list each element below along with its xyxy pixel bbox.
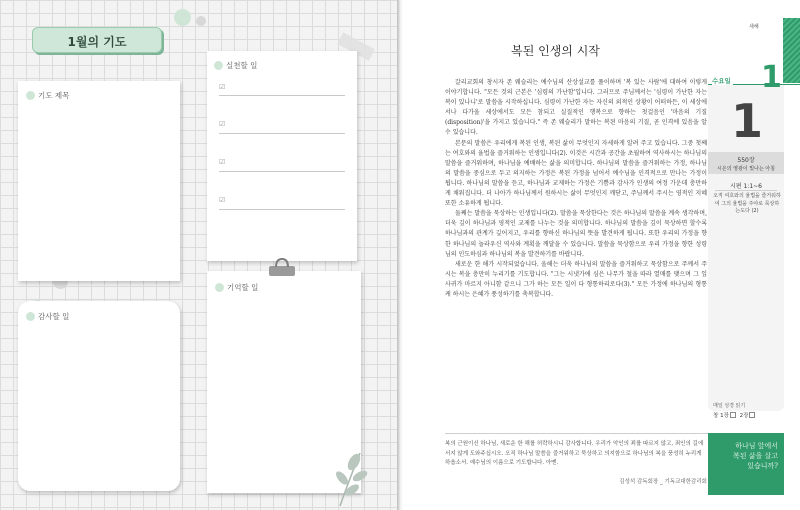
prayer-topic-label: 기도 제목 bbox=[26, 90, 69, 101]
bullet-dot-icon bbox=[215, 283, 224, 292]
checkbox-icon[interactable] bbox=[749, 412, 755, 418]
bullet-dot-icon bbox=[26, 312, 35, 321]
article-paragraph: 둘째는 말씀을 묵상하는 인생입니다(2). 말씀을 묵상한다는 것은 하나님의 말씀을 계속 생각하며, 더욱 깊이 하나님과 영적인 교제를 나누는 것을 의미합니다. 하나님의 말씀을 깊이 묵상하면 할수록 하나님과의 관계가 깊어지고, 우리를 향하신 하나님의 뜻을 발견하게 됩니다. 또한 우리의 가정을 향한 하나님의 놀라우신 역사와 계획을 깨달을 수 있습니다. 말씀을 묵상함으로 우리 가정을 향한 성령님의 인도하심과 하나님의 복을 발견하기를 바랍니다. bbox=[445, 210, 707, 258]
checkbox-icon[interactable] bbox=[730, 412, 736, 418]
reading-book: 창 bbox=[713, 413, 719, 419]
decor-dot bbox=[196, 16, 206, 26]
checkbox-icon[interactable]: ☑ bbox=[219, 120, 226, 128]
question-line: 복된 삶을 살고 bbox=[732, 452, 778, 460]
reading-plan-row bbox=[713, 411, 757, 419]
reading-chapter: 2장 bbox=[739, 413, 749, 419]
scripture-reference: 시편 1:1~6 bbox=[729, 183, 762, 190]
month-tab[interactable] bbox=[783, 18, 800, 83]
bullet-dot-icon bbox=[26, 91, 35, 100]
bullet-dot-icon bbox=[214, 61, 223, 70]
planner-title: 1월의 기도 bbox=[67, 35, 127, 49]
hymn-box bbox=[708, 152, 784, 174]
leaf-branch-icon bbox=[330, 448, 370, 506]
article-paragraph: 본문의 말씀은 우리에게 복된 인생, 복된 삶이 무엇인지 자세하게 알려 주고 있습니다. 그중 첫째는 여호와의 율법을 즐거워하는 인생입니다(2). 이것은 시간과 공간을 초월하여 역사하시는 하나님의 말씀을 즐거워하며, 하나님을 예배하는 삶을 의미합니다. 하나님의 말씀을 즐거워하는 가정, 하나님의 말씀을 중심으로 두고 의지하는 가정은 복된 가정을 넘어서 예수님을 인격적으로 만나는 가정이 됩니다. 하나님의 말씀을 듣고, 하나님과 교제하는 가정은 기쁨과 감사가 인생의 여정 가운데 충만하게 채워집니다. 더 나아가 하나님께서 원하시는 삶이 무엇인지 깨닫고, 주님께서 주시는 영적인 지혜 또한 소유하게 됩니다. bbox=[445, 139, 707, 208]
wishlist-line bbox=[219, 133, 345, 134]
wishlist-card[interactable] bbox=[207, 51, 357, 261]
planner-page bbox=[0, 0, 397, 510]
article-body bbox=[445, 78, 707, 300]
reading-plan-title: 매일 성경 읽기 bbox=[713, 403, 746, 409]
article-paragraph: 갈리교회의 창시자 존 웨슬리는 예수님의 산상설교를 풀이하며 '복 있는 사람'에 대하여 이렇게 이야기합니다. "모든 것의 근본은 '심령의 가난함'입니다. 그러므로 주님께서는 '심령이 가난한 자는 복이 있나니'로 말씀을 시작하십니다. 심령이 가난한 자는 자신의 외적인 상황이 어떠하든, 이 세상에서나 다가올 세상에서도 모든 참되고 실질적인 행복으로 향하는 첫걸음인 '마음의 기질(disposition)'을 가지고 있습니다." 즉 존 웨슬리가 말하는 복된 마음의 기질, 곧 인격에 있음을 알 수 있습니다. bbox=[445, 79, 707, 137]
prayer-divider bbox=[445, 433, 708, 434]
day-number: 1 bbox=[731, 94, 764, 148]
reading-chapter: 1장 bbox=[720, 413, 729, 419]
checkbox-icon[interactable]: ☑ bbox=[219, 158, 226, 166]
month-number: 1 bbox=[761, 60, 781, 95]
planner-title-tab bbox=[32, 27, 162, 53]
scripture-divider bbox=[715, 190, 777, 191]
question-line: 하나님 앞에서 bbox=[735, 442, 778, 450]
day-name: 수요일 bbox=[712, 77, 731, 85]
scripture-verse: 오직 여호와의 율법을 즐거워하여 그의 율법을 주야로 묵상하는도다 (2) bbox=[713, 193, 781, 214]
hymn-number: 550장 bbox=[737, 157, 755, 164]
hymn-title: 시온의 영광이 빛나는 아침 bbox=[717, 166, 775, 172]
question-line: 있습니까? bbox=[747, 462, 778, 470]
wishlist-line bbox=[219, 95, 345, 96]
checkbox-icon[interactable]: ☑ bbox=[219, 83, 226, 91]
binder-clip-icon bbox=[267, 258, 297, 278]
article-paragraph: 새로운 한 해가 시작되었습니다. 올해는 더욱 하나님의 말씀을 즐거워하고 묵상함으로 주께서 주시는 복을 충만히 누리기를 기도합니다. "그는 시냇가에 심은 나무가 철을 따라 열매를 맺으며 그 잎사귀가 마르지 아니함 같으니 그가 하는 모든 일이 다 형통하리로다(3)." 모든 가정에 하나님의 형통케 하시는 은혜가 풍성하기를 축복합니다. bbox=[445, 260, 707, 298]
checkbox-icon[interactable]: ☑ bbox=[219, 196, 226, 204]
month-label: 새해 bbox=[749, 24, 759, 30]
thanks-label: 감사할 일 bbox=[26, 311, 69, 322]
reflection-question bbox=[708, 433, 784, 495]
devotion-page bbox=[403, 0, 800, 510]
author-credit: 김성석 감독회장 _ 기독교대한감리회 bbox=[619, 479, 707, 485]
decor-dot bbox=[174, 9, 191, 26]
wishlist-label: 실천할 일 bbox=[214, 60, 257, 71]
article-title: 복된 인생의 시작 bbox=[511, 44, 600, 58]
wishlist-line bbox=[219, 209, 345, 210]
memory-label: 기억할 일 bbox=[215, 282, 258, 293]
thanks-card[interactable] bbox=[18, 301, 180, 491]
prayer-topic-card[interactable] bbox=[18, 81, 180, 281]
wishlist-line bbox=[219, 171, 345, 172]
prayer-text: 복의 근원이신 하나님, 새로운 한 해를 허락하시니 감사합니다. 우리가 악인의 꾀를 따르지 않고, 죄인의 길에 서지 않게 도와주십시오. 오직 하나님 말씀을 즐거워하고 묵상하고 의지함으로 하나님의 복을 풍성히 누리게 하옵소서. 예수님의 이름으로 기도합니다. 아멘. bbox=[445, 441, 704, 467]
